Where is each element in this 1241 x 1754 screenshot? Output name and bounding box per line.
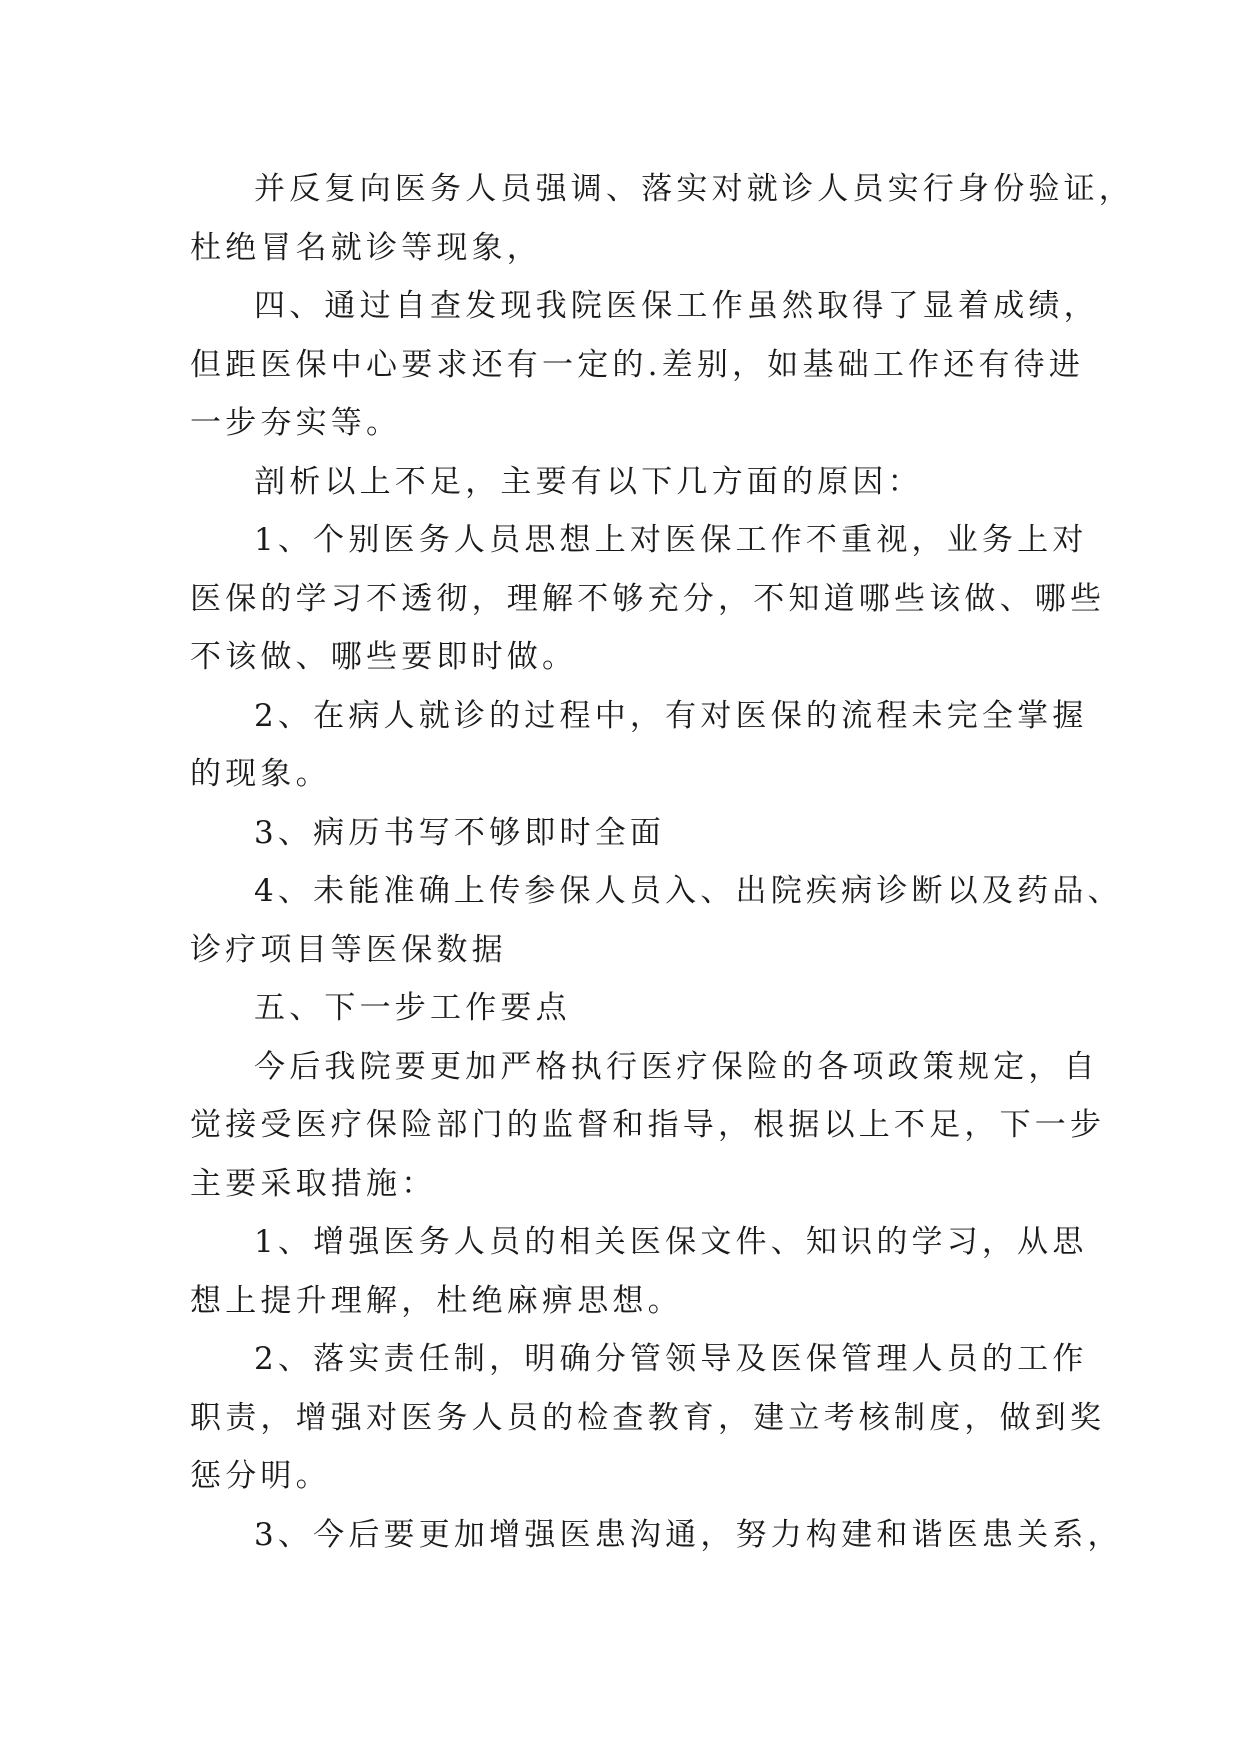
- text-line: 但距医保中心要求还有一定的.差别，如基础工作还有待进: [190, 346, 1085, 383]
- text-line: 四、通过自查发现我院医保工作虽然取得了显着成绩，: [254, 288, 1099, 324]
- text-line: 1、个别医务人员思想上对医保工作不重视，业务上对: [254, 522, 1088, 558]
- text-line: 觉接受医疗保险部门的监督和指导，根据以上不足，下一步: [190, 1107, 1106, 1143]
- text-line: 剖析以上不足，主要有以下几方面的原因：: [254, 463, 923, 500]
- text-line: 3、病历书写不够即时全面: [254, 814, 666, 851]
- text-line: 医保的学习不透彻，理解不够充分，不知道哪些该做、哪些: [190, 580, 1106, 617]
- text-line: 职责，增强对医务人员的检查教育，建立考核制度，做到奖: [190, 1399, 1106, 1436]
- text-line: 想上提升理解，杜绝麻痹思想。: [190, 1282, 683, 1319]
- text-line: 惩分明。: [190, 1458, 331, 1494]
- text-line: 4、未能准确上传参保人员入、出院疾病诊断以及药品、: [254, 873, 1123, 909]
- text-line: 的现象。: [190, 756, 331, 792]
- text-line: 2、落实责任制，明确分管领导及医保管理人员的工作: [254, 1341, 1088, 1377]
- text-line: 2、在病人就诊的过程中，有对医保的流程未完全掌握: [254, 697, 1088, 734]
- text-line: 1、增强医务人员的相关医保文件、知识的学习，从思: [254, 1224, 1088, 1260]
- text-line: 3、今后要更加增强医患沟通，努力构建和谐医患关系，: [254, 1516, 1123, 1553]
- text-line: 杜绝冒名就诊等现象，: [190, 229, 542, 266]
- text-line: 不该做、哪些要即时做。: [190, 639, 578, 675]
- text-line: 今后我院要更加严格执行医疗保险的各项政策规定，自: [254, 1048, 1099, 1085]
- document-body: [190, 160, 1134, 1564]
- text-line: 诊疗项目等医保数据: [190, 931, 507, 968]
- text-line: 并反复向医务人员强调、落实对就诊人员实行身份验证，: [254, 171, 1134, 207]
- section-heading: 五、下一步工作要点: [254, 990, 571, 1026]
- text-line: 主要采取措施：: [190, 1165, 437, 1202]
- text-line: 一步夯实等。: [190, 405, 402, 441]
